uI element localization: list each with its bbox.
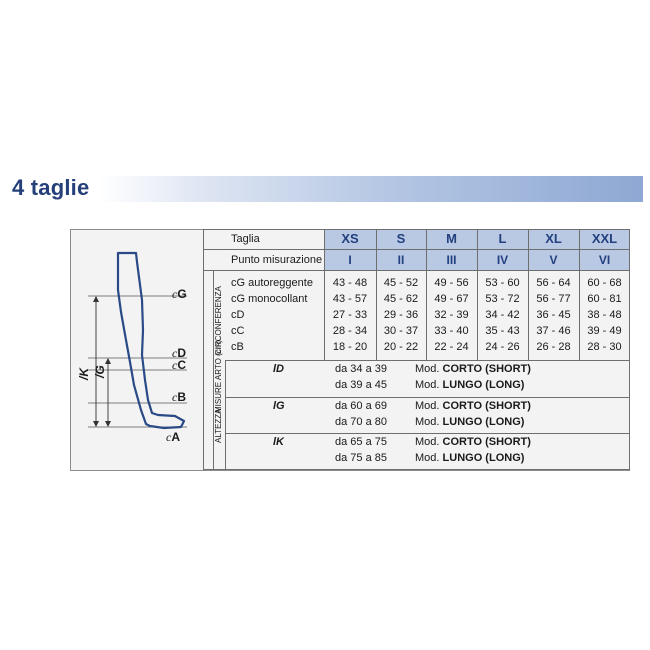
model-name: LUNGO (LONG) [442,416,525,428]
height-group-label: ALTEZZA [214,408,223,443]
circ-value-cell: 22 - 24 [434,341,469,353]
model-prefix: Mod. [415,400,440,412]
circ-value-cell: 29 - 36 [383,309,419,321]
circ-value-cell: 38 - 48 [587,309,622,321]
page-title: 4 taglie [12,175,90,200]
height-range: da 65 a 75 [335,436,387,448]
size-m: M [446,231,457,246]
height-range: da 75 a 85 [335,452,387,464]
height-range: da 70 a 80 [335,416,387,428]
height-range: da 60 a 69 [335,400,387,412]
model-label [415,379,524,391]
circ-value-cell: 37 - 46 [536,325,571,337]
circ-value-cell: 33 - 40 [434,325,469,337]
height-range: da 34 a 39 [335,363,387,375]
circ-value-cell: 39 - 49 [587,325,622,337]
point-row-label: Punto misurazione [231,254,323,266]
circ-value-cell: 28 - 30 [587,341,622,353]
size-l: L [498,231,507,246]
size-xxl: XXL [591,231,618,246]
roman-1: I [348,253,352,267]
model-name: CORTO (SHORT) [442,400,531,412]
circ-row-label: cG autoreggente [231,277,313,289]
circ-value-cell: 26 - 28 [536,341,571,353]
circ-value-cell: 43 - 57 [332,293,368,305]
size-table [203,229,630,471]
model-name: LUNGO (LONG) [442,452,525,464]
model-name: LUNGO (LONG) [442,379,525,391]
size-s: S [396,231,406,246]
circ-row-label: cD [231,309,245,321]
circ-value-cell: 60 - 81 [587,293,622,305]
marker-ca: cA [166,430,180,444]
circ-value-cell: 35 - 43 [485,325,520,337]
circ-value-cell: 20 - 22 [383,341,419,353]
circ-value-cell: 28 - 34 [332,325,368,337]
model-name: CORTO (SHORT) [442,363,531,375]
model-prefix: Mod. [415,416,440,428]
height-group-label: lK [273,436,284,448]
circ-value-cell: 53 - 72 [485,293,520,305]
roman-3: III [446,253,457,267]
height-group-label: lG [273,400,285,412]
size-row-label: Taglia [231,233,260,245]
circ-group-label: CIRCONFERENZA [214,286,223,355]
marker-cd: cD [172,346,186,360]
model-label [415,436,531,448]
model-prefix: Mod. [415,452,440,464]
size-xl: XL [545,231,562,246]
model-label [415,416,524,428]
circ-value-cell: 27 - 33 [332,309,368,321]
circ-value-cell: 43 - 48 [332,277,368,289]
length-label-k: /K [77,368,91,380]
circ-value-cell: 60 - 68 [587,277,622,289]
model-name: CORTO (SHORT) [442,436,531,448]
circ-value-cell: 45 - 62 [383,293,419,305]
roman-2: II [397,253,405,267]
model-prefix: Mod. [415,379,440,391]
length-label-g: /G [93,365,107,378]
circ-value-cell: 36 - 45 [536,309,571,321]
limb-group-label: MISURE ARTO (cm) [214,339,223,413]
marker-cc: cC [172,358,186,372]
roman-6: VI [598,253,611,267]
marker-cb: cB [172,390,186,404]
circ-value-cell: 56 - 64 [536,277,571,289]
model-label [415,400,531,412]
circ-value-cell: 49 - 56 [434,277,469,289]
model-label [415,452,524,464]
model-prefix: Mod. [415,363,440,375]
circ-value-cell: 56 - 77 [536,293,571,305]
circ-row-label: cG monocollant [231,293,308,305]
circ-value-cell: 53 - 60 [485,277,520,289]
circ-value-cell: 24 - 26 [485,341,520,353]
circ-row-label: cB [231,341,244,353]
circ-row-label: cC [231,325,245,337]
circ-value-cell: 34 - 42 [485,309,520,321]
circ-value-cell: 30 - 37 [383,325,419,337]
circ-value-cell: 18 - 20 [332,341,368,353]
model-label [415,363,531,375]
circ-value-cell: 49 - 67 [434,293,469,305]
model-prefix: Mod. [415,436,440,448]
size-xs: XS [341,231,359,246]
roman-4: IV [496,253,509,267]
height-group-label: lD [273,363,284,375]
height-range: da 39 a 45 [335,379,387,391]
circ-value-cell: 32 - 39 [434,309,469,321]
marker-cg: cG [172,287,187,301]
roman-5: V [549,253,558,267]
circ-value-cell: 45 - 52 [383,277,419,289]
